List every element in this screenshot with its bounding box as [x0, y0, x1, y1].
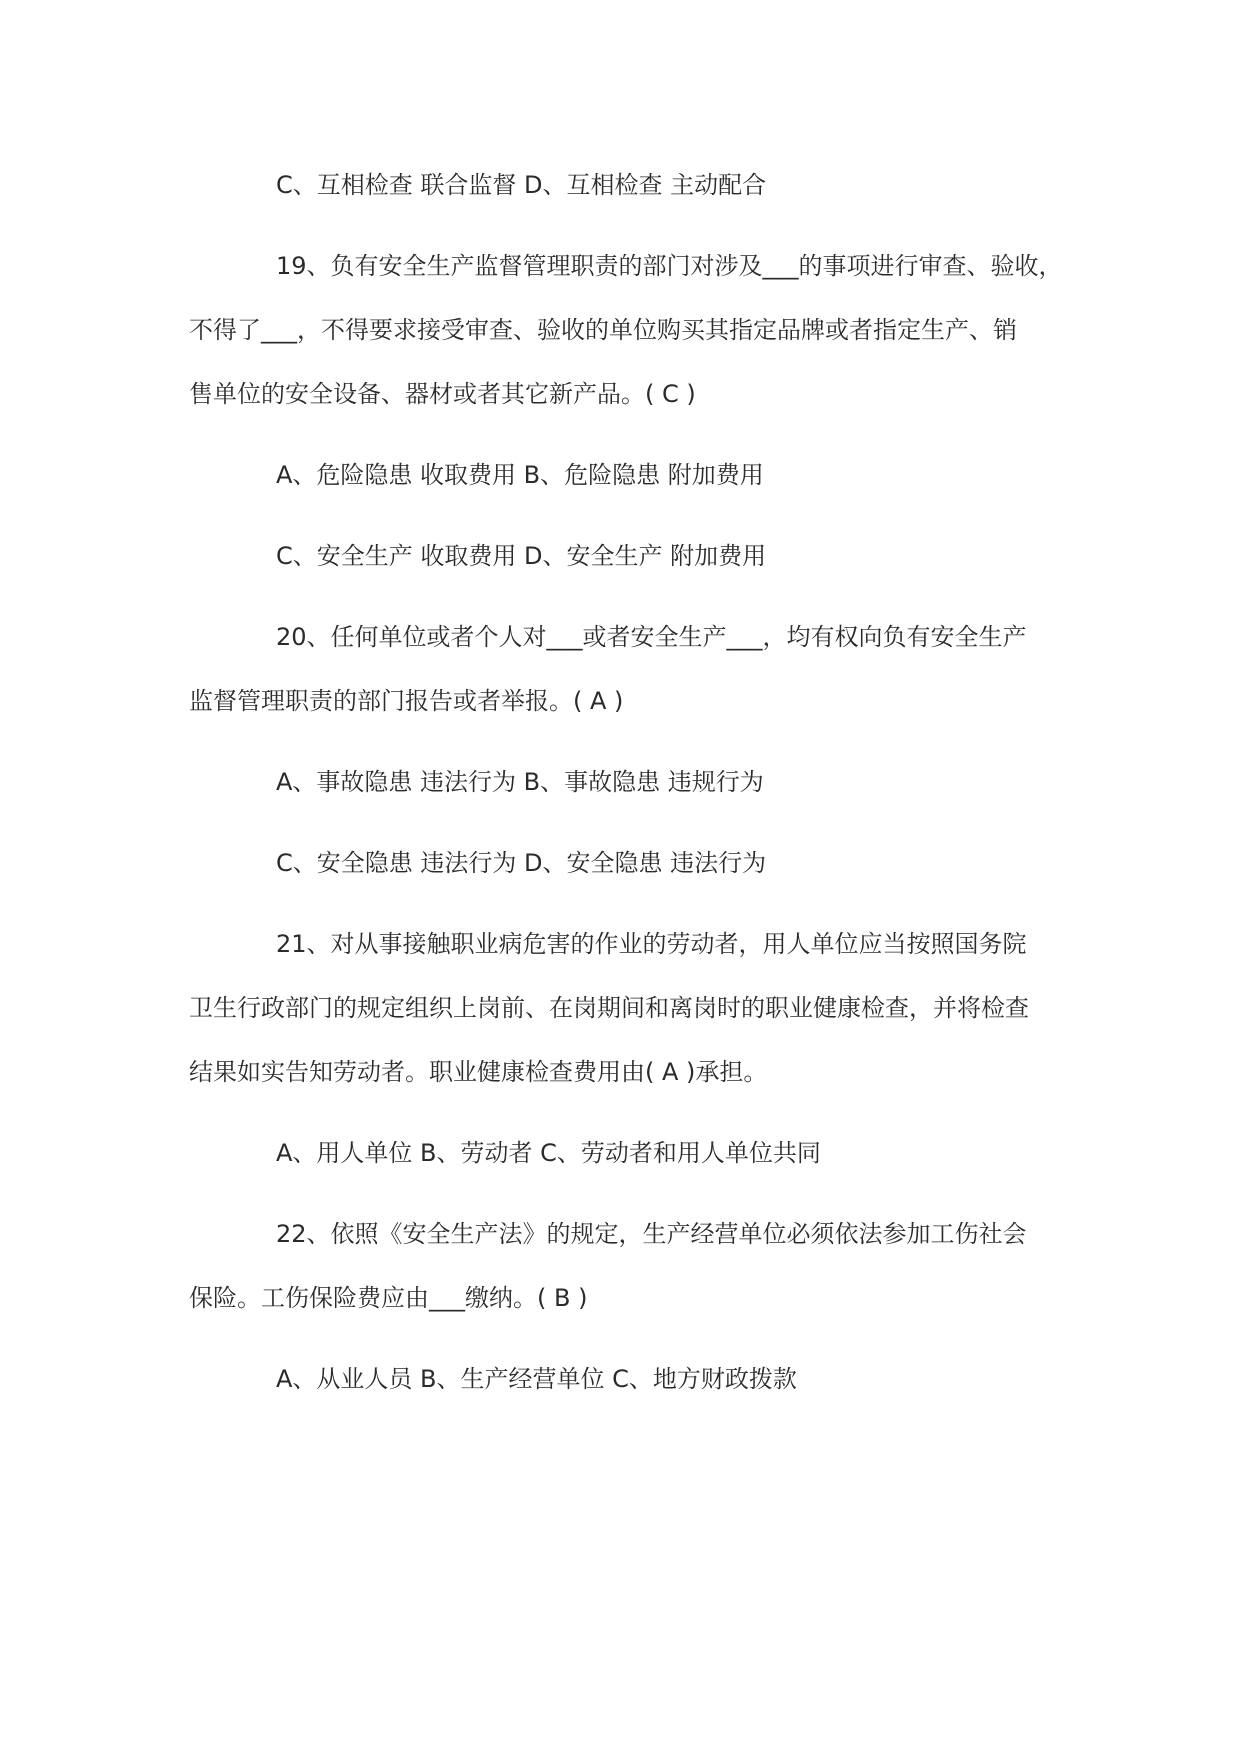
q20-options-cd: C、安全隐患 违法行为 D、安全隐患 违法行为: [276, 849, 767, 877]
q21-text-line-1: 21、对从事接触职业病危害的作业的劳动者，用人单位应当按照国务院: [276, 930, 1027, 958]
q20-text-line-2: 监督管理职责的部门报告或者举报。( A ): [189, 687, 624, 715]
q22-options: A、从业人员 B、生产经营单位 C、地方财政拨款: [276, 1365, 797, 1393]
q18-options-cd: C、互相检查 联合监督 D、互相检查 主动配合: [276, 171, 767, 199]
q19-text-line-2: 不得了___，不得要求接受审查、验收的单位购买其指定品牌或者指定生产、销: [189, 316, 1017, 344]
q20-text-line-1: 20、任何单位或者个人对___或者安全生产___，均有权向负有安全生产: [276, 623, 1027, 651]
q22-text-line-2: 保险。工伤保险费应由___缴纳。( B ): [189, 1284, 588, 1312]
q19-text-line-3: 售单位的安全设备、器材或者其它新产品。( C ): [189, 380, 696, 408]
q22-text-line-1: 22、依照《安全生产法》的规定，生产经营单位必须依法参加工伤社会: [276, 1220, 1027, 1248]
q20-options-ab: A、事故隐患 违法行为 B、事故隐患 违规行为: [276, 768, 764, 796]
q19-options-ab: A、危险隐患 收取费用 B、危险隐患 附加费用: [276, 461, 764, 489]
q21-text-line-2: 卫生行政部门的规定组织上岗前、在岗期间和离岗时的职业健康检查，并将检查: [189, 994, 1029, 1022]
q21-options: A、用人单位 B、劳动者 C、劳动者和用人单位共同: [276, 1139, 821, 1167]
q19-options-cd: C、安全生产 收取费用 D、安全生产 附加费用: [276, 542, 767, 570]
q19-text-line-1: 19、负有安全生产监督管理职责的部门对涉及___的事项进行审查、验收，: [276, 252, 1063, 280]
q21-text-line-3: 结果如实告知劳动者。职业健康检查费用由( A )承担。: [189, 1058, 768, 1086]
